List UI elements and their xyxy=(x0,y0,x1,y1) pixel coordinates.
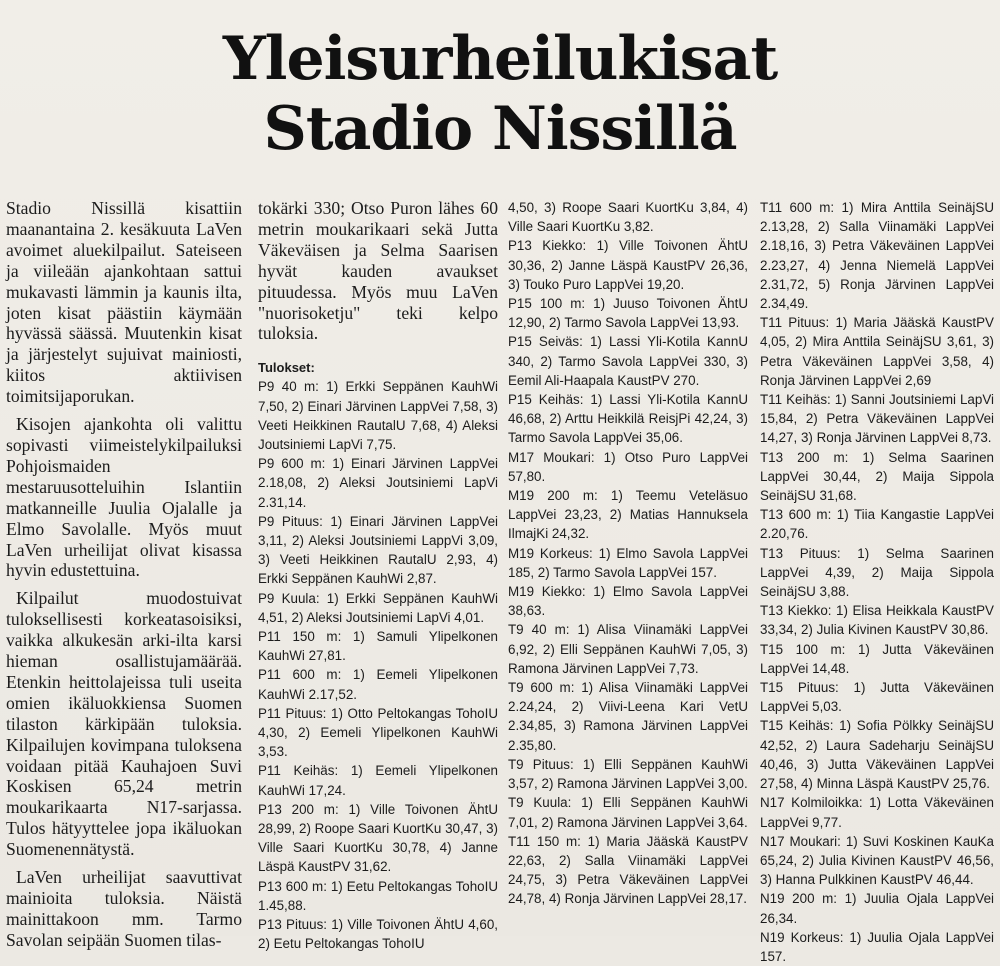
result-entry: M19 200 m: 1) Teemu Veteläsuo LappVei 23,23, 2) Matias Hannuksela IlmajKi 24,32. xyxy=(508,488,748,542)
result-entry: N17 Kolmiloikka: 1) Lotta Väkeväinen LappVei 9,77. xyxy=(760,795,994,830)
result-entry: P13 200 m: 1) Ville Toivonen ÄhtU 28,99, 2) Roope Saari KuortKu 30,47, 3) Ville Saari KuortKu 30,78, 4) Janne Läspä KaustPV 31,62. xyxy=(258,801,498,875)
result-entry: P13 600 m: 1) Eetu Peltokangas TohoIU 1.45,88. xyxy=(258,878,498,913)
result-entry: P15 100 m: 1) Juuso Toivonen ÄhtU 12,90, 2) Tarmo Savola LappVei 13,93. xyxy=(508,296,748,331)
result-entry: T13 600 m: 1) Tiia Kangastie LappVei 2.20,76. xyxy=(760,507,994,542)
result-entry: N19 Korkeus: 1) Juulia Ojala LappVei 157. xyxy=(760,929,994,964)
results-column-4 xyxy=(760,198,994,964)
result-entry: M19 Kiekko: 1) Elmo Savola LappVei 38,63. xyxy=(508,584,748,619)
result-entry: N19 200 m: 1) Juulia Ojala LappVei 26,34. xyxy=(760,891,994,926)
result-entry: P11 150 m: 1) Samuli Ylipelkonen KauhWi 27,81. xyxy=(258,628,498,664)
article-paragraph: Stadio Nissillä kisattiin maanantaina 2. kesäkuuta LaVen avoimet aluekilpailut. Sateiseen ja viileään ajankohtaan sattui mukavasti lämmin ja kaunis ilta, joten kisat päästiin käymään hyvässä säässä. Muutenkin kisat ja järjestelyt sujuivat mainiosti, kiitos aktiivisen toimitsijaporukan. xyxy=(6,198,242,407)
result-entry: P9 600 m: 1) Einari Järvinen LappVei 2.18,08, 2) Aleksi Joutsiniemi LapVi 2.31,14. xyxy=(258,456,498,510)
result-entry: T15 100 m: 1) Jutta Väkeväinen LappVei 14,48. xyxy=(760,641,994,676)
article-paragraph: tokärki 330; Otso Puron lähes 60 metrin moukarikaari sekä Jutta Väkeväisen ja Selma Saarisen hyvät kauden avaukset pituudessa. Myös muu LaVen "nuorisoketju" teki kelpo tuloksia. xyxy=(258,198,498,344)
result-entry: 4,50, 3) Roope Saari KuortKu 3,84, 4) Ville Saari KuortKu 3,82. xyxy=(508,200,748,235)
result-entry: P11 600 m: 1) Eemeli Ylipelkonen KauhWi 2.17,52. xyxy=(258,667,498,702)
result-entry: T9 Kuula: 1) Elli Seppänen KauhWi 7,01, 2) Ramona Järvinen LappVei 3,64. xyxy=(508,795,748,830)
article-column-2 xyxy=(258,198,498,952)
result-entry: P11 Pituus: 1) Otto Peltokangas TohoIU 4,30, 2) Eemeli Ylipelkonen KauhWi 3,53. xyxy=(258,705,498,760)
result-entry: T9 Pituus: 1) Elli Seppänen KauhWi 3,57, 2) Ramona Järvinen LappVei 3,00. xyxy=(508,756,748,792)
result-entry: T13 Kiekko: 1) Elisa Heikkala KaustPV 33,34, 2) Julia Kivinen KaustPV 30,86. xyxy=(760,603,994,638)
result-entry: P9 Kuula: 1) Erkki Seppänen KauhWi 4,51, 2) Aleksi Joutsiniemi LapVi 4,01. xyxy=(258,590,498,625)
result-entry: M17 Moukari: 1) Otso Puro LappVei 57,80. xyxy=(508,449,748,484)
results-column-3 xyxy=(508,198,748,936)
result-entry: T11 150 m: 1) Maria Jääskä KaustPV 22,63, 2) Salla Viinamäki LappVei 24,75, 3) Petra Väkeväinen LappVei 24,78, 4) Ronja Järvinen LappVei 28,17. xyxy=(508,833,748,907)
result-entry: P15 Keihäs: 1) Lassi Yli-Kotila KannU 46,68, 2) Arttu Heikkilä ReisjPi 42,24, 3) Tarmo Savola LappVei 35,06. xyxy=(508,392,748,446)
results-list xyxy=(258,377,498,953)
headline-line-2: Stadio Nissillä xyxy=(263,94,737,164)
article-paragraph: LaVen urheilijat saavuttivat mainioita tuloksia. Näistä mainittakoon mm. Tarmo Savolan seipään Suomen tilas- xyxy=(6,867,242,950)
bleed-through-right xyxy=(812,0,1000,190)
results-list xyxy=(760,198,994,966)
result-entry: T11 600 m: 1) Mira Anttila SeinäjSU 2.13,28, 2) Salla Viinamäki LappVei 2.18,16, 3) Petra Väkeväinen LappVei 2.23,27, 4) Jenna Niemelä LappVei 2.31,72, 5) Ronja Järvinen LappVei 2.34,49. xyxy=(760,200,994,312)
result-entry: T11 Pituus: 1) Maria Jääskä KaustPV 4,05, 2) Mira Anttila SeinäjSU 3,61, 3) Petra Väkeväinen LappVei 3,58, 4) Ronja Järvinen LappVei 2,69 xyxy=(760,315,994,388)
result-entry: P15 Seiväs: 1) Lassi Yli-Kotila KannU 340, 2) Tarmo Savola LappVei 330, 3) Eemil Ali-Haapala KaustPV 270. xyxy=(508,334,748,388)
result-entry: M19 Korkeus: 1) Elmo Savola LappVei 185, 2) Tarmo Savola LappVei 157. xyxy=(508,545,748,580)
article-paragraph: Kilpailut muodostuivat tuloksellisesti korkeatasoisiksi, vaikka alkukesän arki-ilta karsi hieman osallistujamäärää. Etenkin heittolajeissa tuli useita omien ikäluokkiensa Suomen tilaston kärkipään tuloksia. Kilpailujen kovimpana tuloksena voidaan pitää Kauhajoen Suvi Koskisen 65,24 metrin moukarikaarta N17-sarjassa. Tulos hätyyttelee jopa ikäluokan Suomenennätystä. xyxy=(6,588,242,860)
result-entry: P11 Keihäs: 1) Eemeli Ylipelkonen KauhWi 17,24. xyxy=(258,763,498,798)
result-entry: N17 Moukari: 1) Suvi Koskinen KauKa 65,24, 2) Julia Kivinen KaustPV 46,56, 3) Hanna Pulkkinen KaustPV 46,44. xyxy=(760,833,994,888)
article-paragraph: Kisojen ajankohta oli valittu sopivasti viimeistelykilpailuksi Pohjoismaiden mestaruusotteluihin Islantiin matkanneille Juulia Ojalalle ja Elmo Savolalle. Myös muut LaVen urheilijat olivat kisassa hyvin edustettuina. xyxy=(6,414,242,581)
result-entry: P13 Kiekko: 1) Ville Toivonen ÄhtU 30,36, 2) Janne Läspä KaustPV 26,36, 3) Touko Puro LappVei 19,20. xyxy=(508,238,748,292)
result-entry: T13 200 m: 1) Selma Saarinen LappVei 30,44, 2) Maija Sippola SeinäjSU 31,68. xyxy=(760,449,994,504)
result-entry: T15 Keihäs: 1) Sofia Pölkky SeinäjSU 42,52, 2) Laura Sadeharju SeinäjSU 40,46, 3) Jutta Väkeväinen LappVei 27,58, 4) Minna Läspä KaustPV 25,76. xyxy=(760,718,994,792)
bleed-through-left xyxy=(0,0,190,190)
result-entry: T9 40 m: 1) Alisa Viinamäki LappVei 6,92, 2) Elli Seppänen KauhWi 7,05, 3) Ramona Järvinen LappVei 7,73. xyxy=(508,622,748,676)
result-entry: P13 Pituus: 1) Ville Toivonen ÄhtU 4,60, 2) Eetu Peltokangas TohoIU xyxy=(258,917,498,952)
result-entry: T13 Pituus: 1) Selma Saarinen LappVei 4,39, 2) Maija Sippola SeinäjSU 3,88. xyxy=(760,545,994,600)
result-entry: P9 40 m: 1) Erkki Seppänen KauhWi 7,50, 2) Einari Järvinen LappVei 7,58, 3) Veeti Heikkinen RautalU 7,68, 4) Aleksi Joutsiniemi LapVi 7,75. xyxy=(258,379,498,452)
result-entry: T11 Keihäs: 1) Sanni Joutsiniemi LapVi 15,84, 2) Petra Väkeväinen LappVei 14,27, 3) Ronja Järvinen LappVei 8,73. xyxy=(760,392,994,446)
result-entry: P9 Pituus: 1) Einari Järvinen LappVei 3,11, 2) Aleksi Joutsiniemi LappVi 3,09, 3) Veeti Heikkinen RautalU 2,93, 4) Erkki Seppänen KauhWi 2,87. xyxy=(258,513,498,587)
article-column-1 xyxy=(6,198,242,950)
article-headline xyxy=(190,24,810,164)
result-entry: T9 600 m: 1) Alisa Viinamäki LappVei 2.24,24, 2) Viivi-Leena Kari VetU 2.34,85, 3) Ramona Järvinen LappVei 2.35,80. xyxy=(508,680,748,753)
headline-line-1: Yleisurheilukisat xyxy=(222,24,778,94)
results-list xyxy=(508,198,748,909)
results-heading: Tulokset: xyxy=(258,360,315,376)
result-entry: T15 Pituus: 1) Jutta Väkeväinen LappVei 5,03. xyxy=(760,680,994,715)
